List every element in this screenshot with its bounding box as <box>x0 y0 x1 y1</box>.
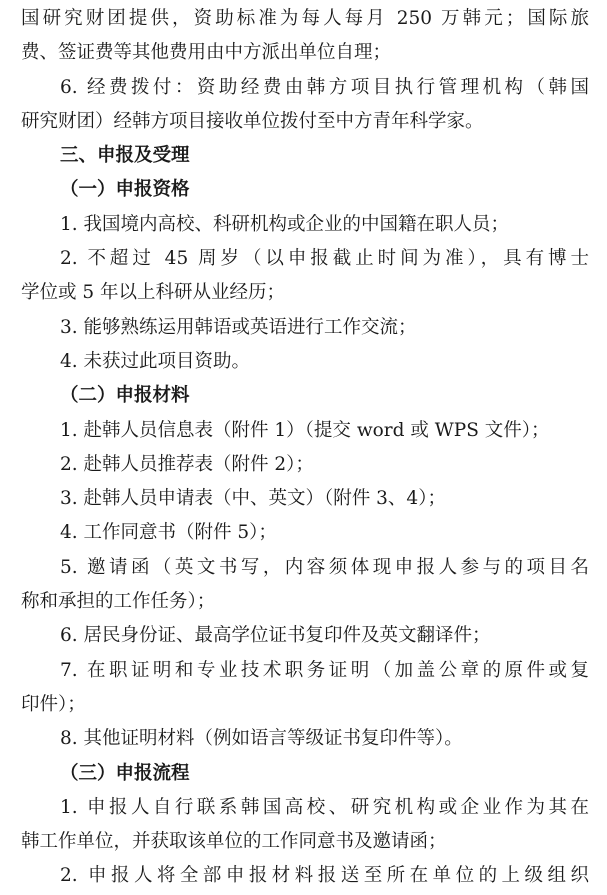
materials-item: 3. 赴韩人员申请表（中、英文）（附件 3、4）； <box>60 488 446 510</box>
materials-item: 8. 其他证明材料（例如语言等级证书复印件等）。 <box>60 728 463 750</box>
eligibility-item: 4. 未获过此项目资助。 <box>60 350 251 372</box>
text-line-continuation: 称和承担的工作任务）； <box>21 591 216 613</box>
eligibility-item: 1. 我国境内高校、科研机构或企业的中国籍在职人员； <box>60 213 510 235</box>
materials-item: 5. 邀请函（英文书写，内容须体现申报人参与的项目名 <box>60 556 589 578</box>
text-line-continuation: 研究财团）经韩方项目接收单位拨付至中方青年科学家。 <box>21 110 484 132</box>
materials-item: 2. 赴韩人员推荐表（附件 2）； <box>60 453 314 475</box>
subsection-heading: （三）申报流程 <box>60 762 190 784</box>
materials-item: 4. 工作同意书（附件 5）； <box>60 522 277 544</box>
eligibility-item: 2. 不超过 45 周岁（以申报截止时间为准），具有博士 <box>60 248 589 270</box>
funding-payment-item: 6. 经费拨付：资助经费由韩方项目执行管理机构（韩国 <box>60 76 589 98</box>
text-line-continuation: 学位或 5 年以上科研从业经历； <box>21 282 286 304</box>
text-line-continuation: 费、签证费等其他费用由中方派出单位自理； <box>21 42 392 64</box>
materials-item: 1. 赴韩人员信息表（附件 1）（提交 word 或 WPS 文件）； <box>60 419 550 441</box>
materials-item: 7. 在职证明和专业技术职务证明（加盖公章的原件或复 <box>60 659 589 681</box>
materials-item: 6. 居民身份证、最高学位证书复印件及英文翻译件； <box>60 625 491 647</box>
text-line-continuation: 国研究财团提供，资助标准为每人每月 250 万韩元；国际旅 <box>21 8 589 29</box>
subsection-heading: （一）申报资格 <box>60 179 190 201</box>
text-line-continuation: 印件）； <box>21 693 86 715</box>
subsection-heading: （二）申报材料 <box>60 385 190 407</box>
process-item: 2. 申报人将全部申报材料报送至所在单位的上级组织 <box>60 865 589 887</box>
eligibility-item: 3. 能够熟练运用韩语或英语进行工作交流； <box>60 316 417 338</box>
text-line-continuation: 韩工作单位，并获取该单位的工作同意书及邀请函； <box>21 831 447 853</box>
section-heading: 三、申报及受理 <box>60 145 190 167</box>
process-item: 1. 申报人自行联系韩国高校、研究机构或企业作为其在 <box>60 796 589 818</box>
